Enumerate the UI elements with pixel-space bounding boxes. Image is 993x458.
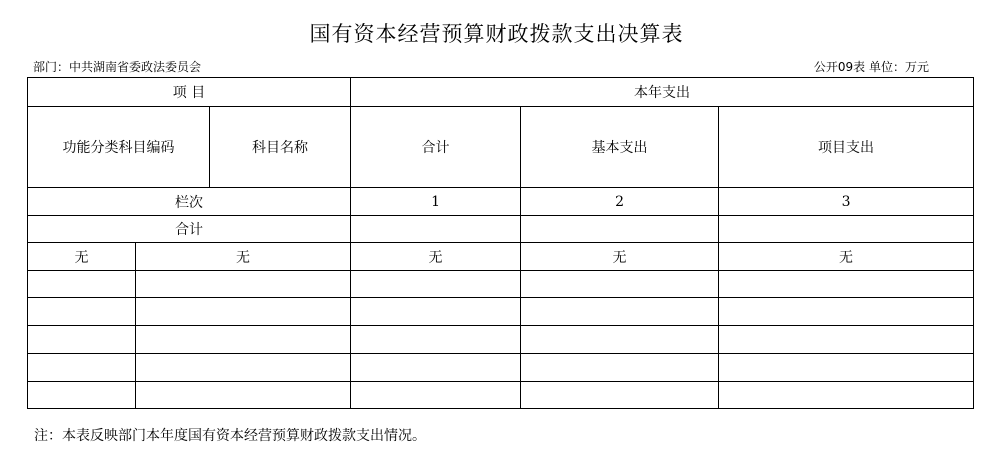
empty-row [28, 354, 974, 382]
department-label: 部门：中共湖南省委政法委员会 [33, 60, 202, 74]
empty-row [28, 382, 974, 409]
total-row-project [719, 216, 974, 243]
cell-name: 无 [136, 243, 351, 271]
total-row-basic [521, 216, 719, 243]
header-project: 项 目 [28, 78, 351, 107]
cell-project: 无 [719, 243, 974, 271]
header-project-expense: 项目支出 [719, 107, 974, 188]
header-func-code: 功能分类科目编码 [28, 107, 210, 188]
header-annual-expense: 本年支出 [351, 78, 974, 107]
empty-row [28, 271, 974, 298]
column-index-row [28, 188, 974, 216]
table-row [28, 243, 974, 271]
cell-total: 无 [351, 243, 521, 271]
expense-table [27, 77, 974, 409]
column-index-2: 2 [521, 188, 719, 216]
header-total: 合计 [351, 107, 521, 188]
report-title: 国有资本经营预算财政拨款支出决算表 [309, 22, 684, 46]
cell-code: 无 [28, 243, 136, 271]
header-row-2 [28, 107, 974, 188]
empty-row [28, 298, 974, 326]
total-row-total [351, 216, 521, 243]
empty-row [28, 326, 974, 354]
unit-label: 公开09表 单位：万元 [813, 60, 929, 74]
header-row-1 [28, 78, 974, 107]
total-row [28, 216, 974, 243]
cell-basic: 无 [521, 243, 719, 271]
column-index-1: 1 [351, 188, 521, 216]
column-index-label: 栏次 [28, 188, 351, 216]
header-basic-expense: 基本支出 [521, 107, 719, 188]
footnote: 注：本表反映部门本年度国有资本经营预算财政拨款支出情况。 [34, 428, 426, 444]
header-subject-name: 科目名称 [210, 107, 351, 188]
total-row-label: 合计 [28, 216, 351, 243]
column-index-3: 3 [719, 188, 974, 216]
